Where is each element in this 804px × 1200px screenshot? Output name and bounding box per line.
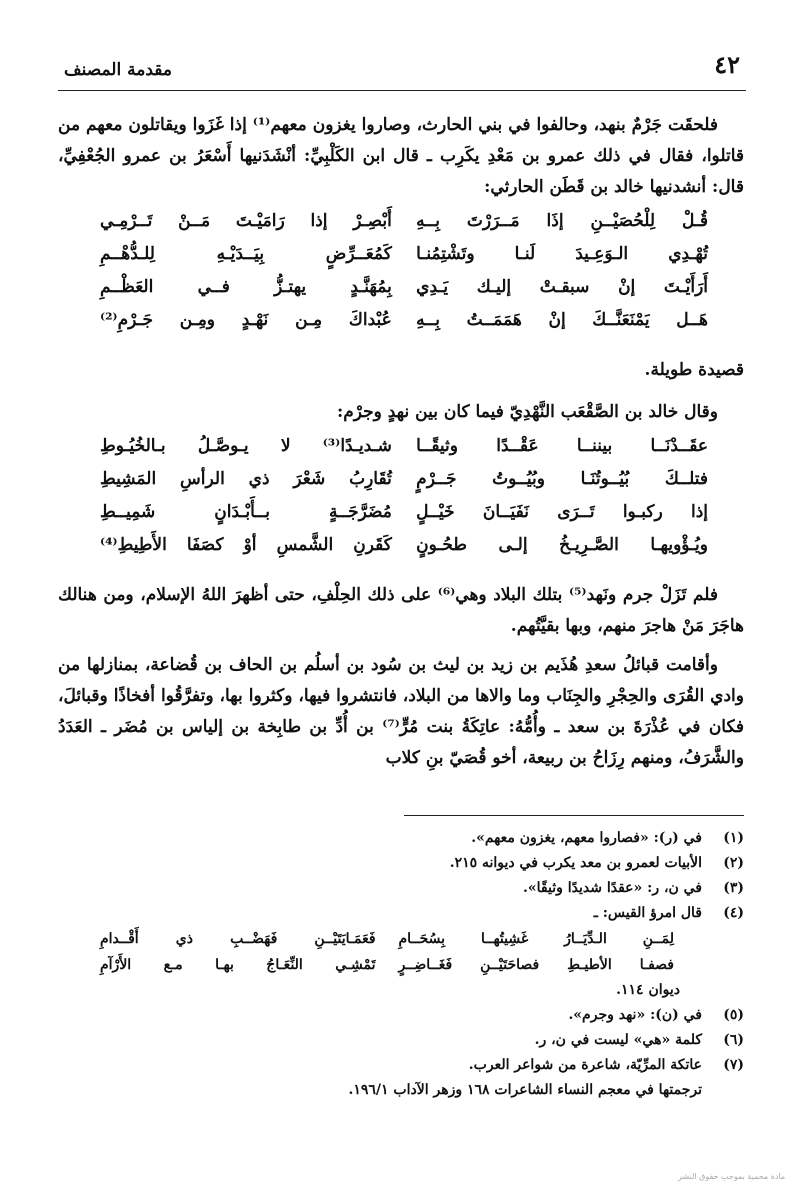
after-verses-note: قصيدة طويلة.: [644, 360, 744, 380]
verse-line: [100, 205, 708, 238]
footnote-number: (١): [723, 830, 744, 846]
footnote: [90, 851, 744, 876]
footnote-number: (٢): [723, 855, 744, 871]
paragraph-1: فلحقَت جَرْمٌ بنهد، وحالفوا في بني الحارث، وصاروا يغزون معهم⁽¹⁾ إذا غَزَوا ويقاتلون معهم من قاتلوا، فقال في ذلك عمرو بن مَعْدِ يكَرِب ـ قال ابن الكَلْبِيِّ: أنْشَدَنيها أَسْعَرُ بن عمرو الجُعْفِيِّ، قال: أنشدنيها خالد بن قَطَن الحارثي:: [58, 115, 744, 197]
verse-hemistich: فتلــكَ بُيُــوتُنَـا وبُيُــوتُ جَــرْمٍ: [416, 469, 708, 489]
footnote-verse-line: [100, 952, 674, 978]
verse-line: [100, 304, 708, 337]
footnote-text: الأبيات لعمرو بن معد يكرب في ديوانه ٢١٥.: [449, 855, 702, 871]
paragraph-4: وأقامت قبائلُ سعدِ هُذَيم بن زيد بن ليث بن سُود بن أسلُم بن الحاف بن قُضاعة، بمنازلها من وادي القُرَى والحِجْرِ والجِنَاب وما والاها من البلاد، فانتشروا فيها، وكثروا بها، وتفرَّقُوا أفخاذًا وقبائلَ، فكان في عُذْرَةَ بن سعد ـ وأُمُّهُ: عاتِكَةُ بنت مُرٍّ⁽⁷⁾ بن أُدِّ بن طابِخة بن إلياس بن مُضَر ـ العَدَدُ والشَّرَفُ، ومنهم رِزَاحُ بن ربيعة، أخو قُصَيّ بنِ كلاب: [58, 655, 745, 768]
verse-hemistich: شـديـدًا⁽³⁾ لا يـوصَّـلُ بـالخُيُـوطِ: [100, 436, 392, 456]
verse-hemistich: هَــل يَمْنَعَنَّــكَ إنْ هَمَمَــتُ بِــهِ: [416, 310, 708, 330]
verse-hemistich: تُقَارِبُ شَعْرَ ذي الرأسِ المَشِيطِ: [100, 469, 392, 489]
footnote-text: في (ن): «نهد وجرم».: [568, 1007, 702, 1023]
footnote: [90, 1053, 744, 1078]
paragraph-3-block: [58, 580, 744, 642]
footnote-number: (٣): [723, 880, 744, 896]
footnote: [90, 1003, 744, 1028]
verse-line: [100, 496, 708, 529]
footnote-text: في ن، ر: «عقدًا شديدًا وثيقًا».: [523, 880, 702, 896]
copyright-watermark: مادة محمية بموجب حقوق النشر: [678, 1172, 786, 1181]
verse-line: [100, 463, 708, 496]
verse-hemistich: إذا ركبـوا تَــرَى نَفَيَــانَ خَيْــلٍ: [416, 502, 708, 522]
verses-amr: [100, 205, 708, 337]
verse-hemistich: كَقَرنِ الشَّمسِ أوْ كصَفَا الأَطِيطِ⁽⁴⁾: [100, 535, 392, 555]
footnote-text: في (ر): «فصاروا معهم، يغزون معهم».: [471, 830, 702, 846]
footnote-number: (٦): [723, 1032, 744, 1048]
verse-hemistich: عُبْداكَ مِـن نَهْـدٍ ومِـن جَـرْمِ⁽²⁾: [100, 310, 392, 330]
paragraph-3: فلم تَزَلْ جرم ونَهد⁽⁵⁾ بتلك البلاد وهي⁽⁶⁾ على ذلك الحِلْفِ، حتى أظهرَ اللهُ الإسلام، ومن هنالك هاجَرَ مَنْ هاجرَ منهم، وبها بقيَّتُهم.: [58, 585, 744, 636]
verse-hemistich: قُـلْ لِلْحُصَيْــنِ إذَا مَــرَرْتَ بِــهِ: [416, 211, 708, 231]
verse-hemistich: مُضَرَّجَــةٍ بــأَبْـدَانٍ شَمِيــطِ: [100, 502, 392, 522]
verse-hemistich: كَمُعَــرِّضٍ بِيَــدَيْـهِ لِلـدُّهْــمِ: [100, 244, 392, 264]
verse-hemistich: لِمَــنِ الـدِّيَــارُ غَشِيتُهــا بِسُحَــامِ: [398, 931, 674, 947]
footnote-verse-line: [100, 926, 674, 952]
page-number: ٤٢: [714, 50, 740, 79]
verse-line: [100, 271, 708, 304]
footnote: [90, 901, 744, 926]
verse-line: [100, 238, 708, 271]
verse-hemistich: بِمُهَنَّـدٍ يهتـزُّ فــي العَظْــمِ: [100, 277, 392, 297]
footnote: [90, 876, 744, 901]
verse-hemistich: ويُـؤْويهـا الصَّـرِيـخُ إلـى طحُـونٍ: [416, 535, 708, 555]
paragraph-1-block: [58, 110, 744, 203]
verse-hemistich: أَبْصِـرْ إذا رَامَيْـتَ مَــنْ تَــرْمِـي: [100, 211, 392, 231]
verse-hemistich: عقَــدْنَــا بيننــا عَقْــدًا وثيقًــا: [416, 436, 708, 456]
footnotes: [90, 826, 744, 1103]
footnote-source: ديوان ١١٤.: [616, 982, 680, 998]
footnote-number: (٤): [723, 905, 744, 921]
verse-hemistich: فصفـا الأطيـطِ فصاحَتَيْــنِ فَغَــاضِــرٍ: [398, 957, 674, 973]
verse-hemistich: أَرَأَيْـتَ إنْ سبقـتْ إليـك يَـدِي: [416, 277, 708, 297]
paragraph-2-block: [58, 397, 744, 428]
running-title: مقدمة المصنف: [64, 60, 172, 80]
footnote: [90, 1028, 744, 1053]
paragraph-2: وقال خالد بن الصَّقْعَب النَّهْدِيّ فيما كان بين نهدٍ وجرْم:: [336, 402, 718, 422]
page-header: [58, 46, 746, 86]
verse-line: [100, 529, 708, 562]
footnote-text: عاتكة المرِّيّة، شاعرة من شواعر العرب.: [468, 1057, 702, 1073]
footnote-number: (٥): [723, 1007, 744, 1023]
footnote-continuation: ترجمتها في معجم النساء الشاعرات ١٦٨ وزهر الآداب ١٩٦/١.: [348, 1082, 702, 1098]
footnote-text: قال امرؤ القيس: ـ: [593, 905, 702, 921]
footnote-rule: [404, 815, 744, 816]
footnote-number: (٧): [723, 1057, 744, 1073]
verse-hemistich: تُهْـدِي الـوَعِـيدَ لَنـا وتَشْتِمُنـا: [416, 244, 708, 264]
paragraph-4-block: [58, 650, 744, 774]
footnote: [90, 826, 744, 851]
header-rule: [58, 90, 746, 91]
verse-hemistich: فَعَمَـايَتَيْــنِ فَهَضْــبِ ذي أَقْــدامِ: [100, 931, 376, 947]
verse-hemistich: تَمْشِـي النِّعَـاجُ بهـا مـع الأَرْآمِ: [100, 957, 376, 973]
verse-line: [100, 430, 708, 463]
verses-khalid: [100, 430, 708, 562]
footnote-text: كلمة «هي» ليست في ن، ر.: [534, 1032, 702, 1048]
after-verses-block: [58, 355, 744, 386]
